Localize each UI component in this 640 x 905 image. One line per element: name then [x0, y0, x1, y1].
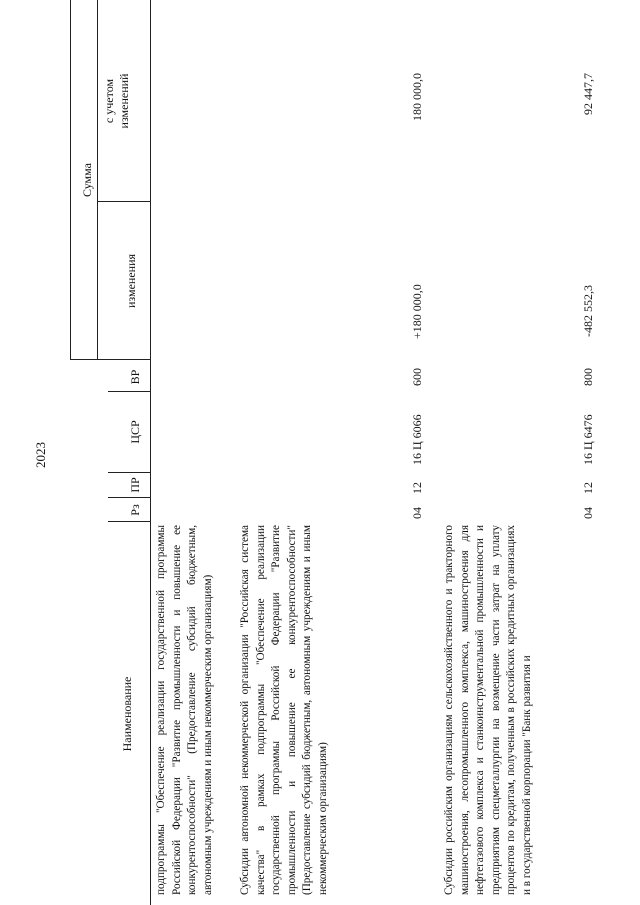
page-number: 2023 [33, 442, 48, 468]
col-line-pr [108, 497, 150, 498]
row-3-csr: 16 Ц 6476 [581, 414, 595, 465]
row-3-rz: 04 [581, 507, 595, 519]
row-1-name: подпрограммы "Обеспечение реализации государственной программы Российской Федерации "Развитие промышленности и повышение ее конкурентоспособности" (Предоставление субсидий бюджетным, автономным учреждениям и иным некоммерческим организациям) [155, 525, 214, 895]
row-3-name: Субсидии российским организациям сельскохозяйственного и тракторного машиностроения, лесопромышленного комплекса, машиностроения для нефтегазового комплекса и станкоинструментальной промышленности и предприятиям спецметаллургии на возмещение части затрат на уплату процентов по кредитам, полученным в российских кредитных организациях и в государственной корпорации "Банк развития и [443, 525, 533, 895]
row-3-vr: 800 [581, 368, 595, 386]
header-vr: ВР [128, 369, 142, 385]
row-2-csr: 16 Ц 6066 [410, 414, 424, 465]
sum-divider-line [97, 0, 98, 359]
row-3-change: -482 552,3 [581, 285, 595, 337]
col-line-sum [70, 359, 150, 360]
row-2-pr: 12 [410, 482, 424, 494]
table-top-line [70, 0, 71, 359]
header-pr: ПР [128, 477, 142, 493]
col-line-vr [108, 391, 150, 392]
row-2-total: 180 000,0 [410, 73, 424, 121]
col-line-total [97, 201, 150, 202]
col-line-rz [108, 521, 150, 522]
header-csr: ЦСР [128, 420, 142, 444]
header-bottom-line [150, 0, 151, 905]
col-line-csr [108, 472, 150, 473]
row-2-rz: 04 [410, 507, 424, 519]
header-changes: изменения [124, 253, 138, 309]
row-2-change: +180 000,0 [410, 284, 424, 339]
header-name: Наименование [120, 676, 134, 752]
row-3-total: 92 447,7 [581, 73, 595, 115]
header-rz: Рз [128, 504, 142, 516]
header-sum: Сумма [80, 163, 94, 197]
row-3-pr: 12 [581, 482, 595, 494]
row-2-name: Субсидии автономной некоммерческой организации "Российская система качества" в рамках подпрограммы "Обеспечение реализации государственной программы Российской Федерации "Развитие промышленности и повышение ее конкурентоспособности" (Предоставление субсидий бюджетным, автономным учреждениям и иным некоммерческим организациям) [239, 525, 329, 895]
row-2-vr: 600 [410, 368, 424, 386]
header-with-changes: с учетом изменений [102, 73, 131, 129]
